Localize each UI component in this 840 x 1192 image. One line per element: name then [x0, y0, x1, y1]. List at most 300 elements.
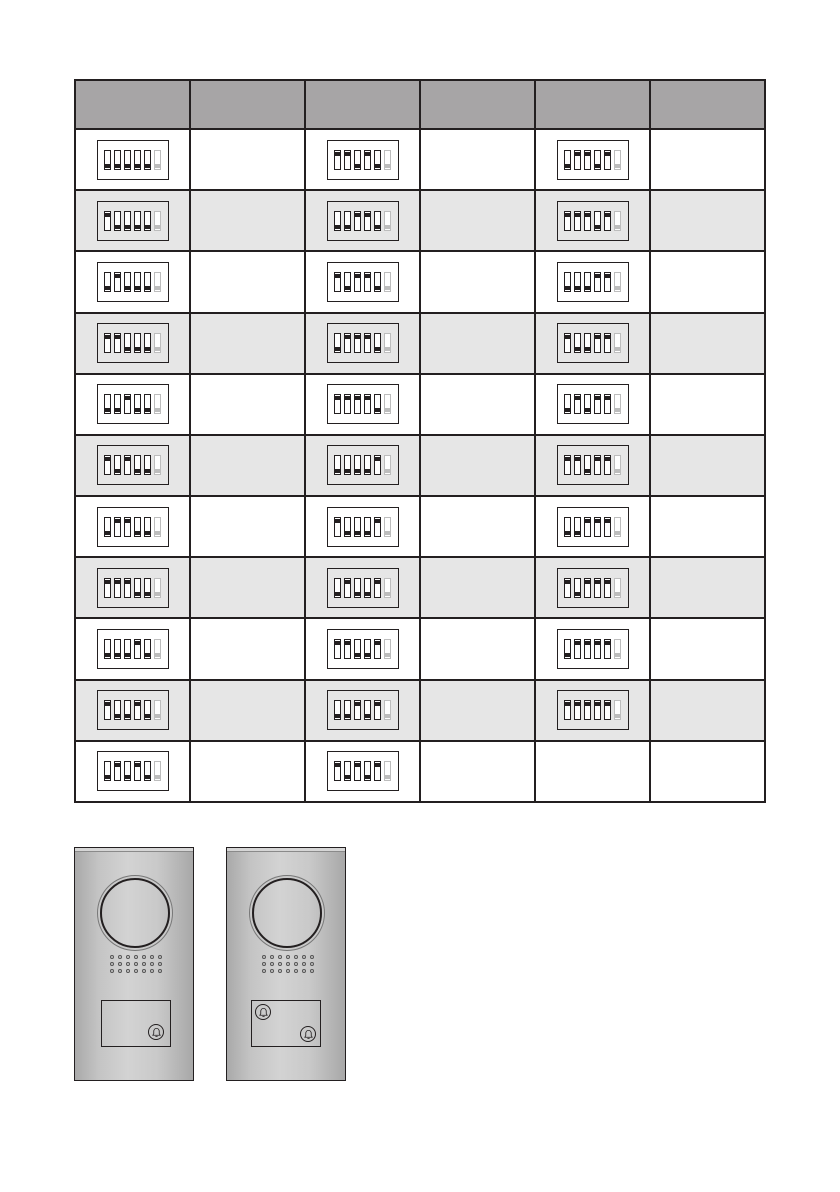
dip-switch-6-spare	[154, 455, 161, 475]
dip-cell	[535, 557, 650, 618]
dip-switch-6-spare	[614, 517, 621, 537]
switch-knob	[335, 274, 340, 278]
dip-switch-5-off	[144, 700, 151, 720]
grill-hole	[150, 969, 154, 973]
table-header-row	[75, 80, 765, 129]
door-station-single-button	[74, 847, 194, 1081]
value-cell	[420, 557, 535, 618]
dip-switch-2-off	[344, 761, 351, 781]
dip-cell	[305, 496, 420, 557]
dip-switch-block	[557, 262, 629, 302]
switch-knob	[365, 592, 370, 596]
dip-switch-4-on	[134, 761, 141, 781]
switch-knob	[365, 531, 370, 535]
switch-knob	[365, 274, 370, 278]
dip-switch-6-spare	[384, 333, 391, 353]
dip-switch-2-off	[344, 517, 351, 537]
dip-switch-3-on	[354, 272, 361, 292]
value-cell	[190, 741, 305, 802]
dip-switch-5-off	[374, 150, 381, 170]
grill-hole	[134, 962, 138, 966]
switch-knob	[385, 592, 390, 596]
switch-knob	[355, 763, 360, 767]
switch-knob	[105, 408, 110, 412]
dip-switch-block	[97, 140, 169, 180]
switch-knob	[145, 408, 150, 412]
dip-switch-3-on	[124, 517, 131, 537]
dip-switch-5-off	[144, 211, 151, 231]
switch-knob	[575, 641, 580, 645]
camera-lens	[100, 878, 170, 948]
switch-knob	[595, 335, 600, 339]
dip-switch-6-spare	[614, 578, 621, 598]
dip-switch-4-off	[364, 700, 371, 720]
grill-hole	[310, 955, 314, 959]
camera-lens	[252, 878, 322, 948]
switch-knob	[135, 347, 140, 351]
dip-switch-1-off	[334, 211, 341, 231]
dip-switch-2-off	[574, 272, 581, 292]
switch-knob	[595, 457, 600, 461]
dip-switch-5-on	[604, 272, 611, 292]
switch-knob	[375, 641, 380, 645]
grill-hole	[142, 955, 146, 959]
dip-switch-2-off	[344, 272, 351, 292]
dip-cell	[305, 435, 420, 496]
grill-hole	[134, 955, 138, 959]
switch-knob	[335, 519, 340, 523]
grill-hole	[158, 969, 162, 973]
dip-switch-3-off	[124, 639, 131, 659]
value-cell	[650, 129, 765, 190]
dip-switch-6-spare	[384, 150, 391, 170]
dip-switch-3-off	[584, 333, 591, 353]
switch-knob	[335, 225, 340, 229]
switch-knob	[115, 580, 120, 584]
dip-cell	[305, 190, 420, 251]
switch-knob	[135, 164, 140, 168]
switch-knob	[375, 580, 380, 584]
dip-switch-3-off	[124, 211, 131, 231]
dip-switch-1-on	[104, 333, 111, 353]
switch-knob	[365, 213, 370, 217]
dip-switch-4-off	[594, 211, 601, 231]
dip-switch-6-spare	[154, 333, 161, 353]
grill-hole	[262, 955, 266, 959]
dip-switch-2-off	[114, 700, 121, 720]
dip-cell	[305, 313, 420, 374]
dip-switch-6-spare	[154, 639, 161, 659]
speaker-grill	[110, 955, 166, 973]
dip-switch-2-on	[574, 455, 581, 475]
switch-knob	[605, 580, 610, 584]
station-top-edge	[227, 848, 345, 852]
switch-knob	[595, 641, 600, 645]
switch-knob	[605, 702, 610, 706]
switch-knob	[355, 213, 360, 217]
dip-switch-2-on	[114, 761, 121, 781]
switch-knob	[135, 592, 140, 596]
value-cell	[650, 435, 765, 496]
switch-knob	[375, 763, 380, 767]
switch-knob	[595, 519, 600, 523]
switch-knob	[605, 274, 610, 278]
dip-switch-4-on	[364, 211, 371, 231]
dip-switch-4-on	[594, 700, 601, 720]
switch-knob	[375, 519, 380, 523]
switch-knob	[365, 469, 370, 473]
switch-knob	[365, 714, 370, 718]
dip-switch-5-off	[374, 272, 381, 292]
dip-switch-4-off	[364, 761, 371, 781]
dip-switch-4-on	[134, 639, 141, 659]
switch-knob	[115, 519, 120, 523]
switch-knob	[115, 714, 120, 718]
door-station-two-button	[226, 847, 346, 1081]
switch-knob	[105, 775, 110, 779]
switch-knob	[345, 396, 350, 400]
switch-knob	[565, 164, 570, 168]
dip-switch-block	[557, 201, 629, 241]
switch-knob	[565, 213, 570, 217]
dip-switch-6-spare	[384, 578, 391, 598]
bell-icon[interactable]	[148, 1024, 164, 1040]
switch-knob	[145, 469, 150, 473]
dip-cell	[535, 618, 650, 679]
dip-switch-6-spare	[384, 272, 391, 292]
switch-knob	[605, 641, 610, 645]
value-cell	[650, 496, 765, 557]
grill-hole	[310, 962, 314, 966]
dip-switch-block	[97, 568, 169, 608]
switch-knob	[135, 531, 140, 535]
switch-knob	[365, 335, 370, 339]
switch-knob	[145, 164, 150, 168]
switch-knob	[385, 469, 390, 473]
dip-switch-block	[97, 323, 169, 363]
dip-switch-4-on	[594, 272, 601, 292]
dip-cell	[535, 496, 650, 557]
switch-knob	[605, 335, 610, 339]
header-dip-1	[75, 80, 190, 129]
dip-switch-4-on	[594, 639, 601, 659]
value-cell	[190, 251, 305, 312]
switch-knob	[105, 213, 110, 217]
dip-switch-3-off	[124, 761, 131, 781]
bell-icon[interactable]	[300, 1026, 316, 1042]
dip-switch-3-on	[354, 394, 361, 414]
switch-knob	[135, 469, 140, 473]
value-cell	[650, 618, 765, 679]
value-cell	[650, 190, 765, 251]
switch-knob	[375, 457, 380, 461]
dip-switch-block	[327, 140, 399, 180]
switch-knob	[345, 335, 350, 339]
switch-knob	[365, 653, 370, 657]
value-cell	[650, 374, 765, 435]
switch-knob	[105, 286, 110, 290]
value-cell	[420, 618, 535, 679]
switch-knob	[135, 641, 140, 645]
switch-knob	[375, 286, 380, 290]
dip-switch-5-on	[374, 639, 381, 659]
switch-knob	[385, 775, 390, 779]
value-cell	[420, 129, 535, 190]
switch-knob	[615, 347, 620, 351]
dip-cell	[75, 313, 190, 374]
dip-switch-4-on	[364, 272, 371, 292]
table-row	[75, 435, 765, 496]
dip-switch-3-on	[354, 761, 361, 781]
switch-knob	[615, 225, 620, 229]
switch-knob	[145, 653, 150, 657]
switch-knob	[105, 457, 110, 461]
dip-switch-3-off	[124, 700, 131, 720]
dip-switch-3-on	[584, 150, 591, 170]
dip-switch-block	[327, 201, 399, 241]
grill-hole	[278, 969, 282, 973]
switch-knob	[145, 225, 150, 229]
switch-knob	[575, 152, 580, 156]
dip-switch-3-off	[584, 272, 591, 292]
dip-switch-2-off	[574, 333, 581, 353]
dip-switch-2-off	[114, 150, 121, 170]
dip-switch-6-spare	[614, 455, 621, 475]
dip-switch-6-spare	[154, 700, 161, 720]
dip-switch-2-on	[574, 211, 581, 231]
switch-knob	[585, 469, 590, 473]
dip-switch-6-spare	[384, 455, 391, 475]
switch-knob	[565, 408, 570, 412]
switch-knob	[125, 714, 130, 718]
switch-knob	[125, 519, 130, 523]
switch-knob	[345, 152, 350, 156]
dip-cell	[75, 129, 190, 190]
dip-switch-4-on	[594, 394, 601, 414]
grill-hole	[110, 955, 114, 959]
dip-switch-5-on	[604, 639, 611, 659]
dip-switch-3-on	[124, 578, 131, 598]
grill-hole	[286, 969, 290, 973]
dip-switch-5-on	[604, 150, 611, 170]
dip-switch-block	[557, 507, 629, 547]
dip-switch-6-spare	[614, 150, 621, 170]
dip-cell	[305, 251, 420, 312]
table-row	[75, 313, 765, 374]
switch-knob	[105, 531, 110, 535]
dip-switch-1-off	[334, 578, 341, 598]
value-cell	[190, 435, 305, 496]
switch-knob	[595, 396, 600, 400]
dip-switch-2-off	[344, 700, 351, 720]
switch-knob	[335, 469, 340, 473]
dip-switch-4-on	[594, 455, 601, 475]
value-cell	[420, 374, 535, 435]
grill-hole	[262, 962, 266, 966]
grill-hole	[278, 955, 282, 959]
dip-switch-6-spare	[384, 211, 391, 231]
switch-knob	[565, 286, 570, 290]
dip-switch-3-on	[584, 211, 591, 231]
switch-knob	[565, 335, 570, 339]
dip-switch-1-on	[104, 211, 111, 231]
value-cell	[650, 557, 765, 618]
switch-knob	[115, 469, 120, 473]
value-cell	[420, 190, 535, 251]
dip-switch-6-spare	[384, 639, 391, 659]
switch-knob	[595, 164, 600, 168]
switch-knob	[385, 286, 390, 290]
dip-cell	[75, 557, 190, 618]
dip-switch-4-off	[134, 272, 141, 292]
value-cell	[190, 496, 305, 557]
switch-knob	[335, 763, 340, 767]
grill-hole	[150, 955, 154, 959]
station-top-edge	[75, 848, 193, 852]
dip-switch-2-off	[344, 211, 351, 231]
dip-switch-6-spare	[614, 394, 621, 414]
switch-knob	[355, 274, 360, 278]
dip-switch-2-on	[344, 578, 351, 598]
dip-switch-4-off	[364, 517, 371, 537]
switch-knob	[575, 702, 580, 706]
dip-switch-3-off	[354, 455, 361, 475]
dip-switch-1-off	[334, 455, 341, 475]
switch-knob	[365, 152, 370, 156]
dip-switch-4-on	[134, 700, 141, 720]
switch-knob	[375, 347, 380, 351]
dip-switch-block	[327, 445, 399, 485]
dip-switch-block	[97, 629, 169, 669]
dip-switch-3-on	[354, 333, 361, 353]
switch-knob	[575, 592, 580, 596]
switch-knob	[105, 653, 110, 657]
grill-hole	[110, 962, 114, 966]
switch-knob	[585, 519, 590, 523]
dip-switch-5-off	[144, 394, 151, 414]
nameplate-panel	[251, 1000, 321, 1047]
dip-switch-2-on	[344, 394, 351, 414]
grill-hole	[158, 962, 162, 966]
dip-switch-3-off	[354, 578, 361, 598]
grill-hole	[270, 955, 274, 959]
dip-switch-2-on	[574, 639, 581, 659]
dip-cell	[75, 190, 190, 251]
dip-switch-4-on	[594, 578, 601, 598]
switch-knob	[605, 152, 610, 156]
switch-knob	[105, 702, 110, 706]
switch-knob	[345, 641, 350, 645]
dip-switch-5-on	[374, 700, 381, 720]
switch-knob	[615, 408, 620, 412]
switch-knob	[605, 213, 610, 217]
value-cell	[650, 313, 765, 374]
dip-switch-6-spare	[614, 700, 621, 720]
switch-knob	[145, 347, 150, 351]
dip-switch-1-on	[334, 517, 341, 537]
bell-icon[interactable]	[255, 1004, 271, 1020]
switch-knob	[375, 164, 380, 168]
value-cell	[420, 496, 535, 557]
value-cell	[190, 618, 305, 679]
dip-switch-block	[557, 629, 629, 669]
dip-switch-1-off	[104, 761, 111, 781]
dip-switch-1-off	[564, 639, 571, 659]
switch-knob	[125, 580, 130, 584]
switch-knob	[615, 469, 620, 473]
dip-cell	[75, 496, 190, 557]
table-row	[75, 496, 765, 557]
value-cell	[190, 680, 305, 741]
dip-switch-6-spare	[154, 272, 161, 292]
dip-switch-4-off	[134, 333, 141, 353]
dip-switch-3-on	[584, 517, 591, 537]
dip-switch-3-on	[584, 578, 591, 598]
switch-knob	[575, 396, 580, 400]
table-row	[75, 251, 765, 312]
dip-switch-block	[327, 507, 399, 547]
switch-knob	[575, 286, 580, 290]
grill-hole	[134, 969, 138, 973]
value-cell	[420, 251, 535, 312]
dip-cell	[75, 680, 190, 741]
dip-switch-3-on	[584, 639, 591, 659]
dip-cell	[535, 435, 650, 496]
dip-switch-3-off	[354, 517, 361, 537]
grill-hole	[270, 962, 274, 966]
dip-switch-5-off	[144, 578, 151, 598]
dip-switch-1-on	[334, 761, 341, 781]
dip-switch-block	[557, 568, 629, 608]
switch-knob	[115, 408, 120, 412]
switch-knob	[335, 152, 340, 156]
nameplate-panel	[101, 1000, 171, 1047]
grill-hole	[118, 955, 122, 959]
switch-knob	[125, 457, 130, 461]
dip-switch-5-off	[144, 639, 151, 659]
dip-switch-6-spare	[154, 211, 161, 231]
switch-knob	[335, 347, 340, 351]
dip-switch-4-off	[134, 517, 141, 537]
dip-switch-5-on	[604, 333, 611, 353]
switch-knob	[355, 469, 360, 473]
dip-switch-5-off	[144, 517, 151, 537]
dip-switch-4-on	[364, 333, 371, 353]
switch-knob	[125, 775, 130, 779]
dip-switch-2-on	[344, 333, 351, 353]
table-row	[75, 557, 765, 618]
dip-switch-block	[327, 384, 399, 424]
switch-knob	[585, 347, 590, 351]
dip-switch-4-off	[364, 455, 371, 475]
grill-hole	[310, 969, 314, 973]
switch-knob	[355, 335, 360, 339]
switch-knob	[105, 335, 110, 339]
dip-switch-3-on	[354, 211, 361, 231]
table-row	[75, 129, 765, 190]
dip-switch-3-on	[584, 700, 591, 720]
switch-knob	[565, 702, 570, 706]
grill-hole	[302, 962, 306, 966]
switch-knob	[385, 653, 390, 657]
dip-switch-1-on	[334, 150, 341, 170]
dip-cell	[535, 190, 650, 251]
grill-hole	[262, 969, 266, 973]
grill-hole	[270, 969, 274, 973]
grill-hole	[126, 969, 130, 973]
dip-switch-block	[327, 568, 399, 608]
switch-knob	[115, 763, 120, 767]
